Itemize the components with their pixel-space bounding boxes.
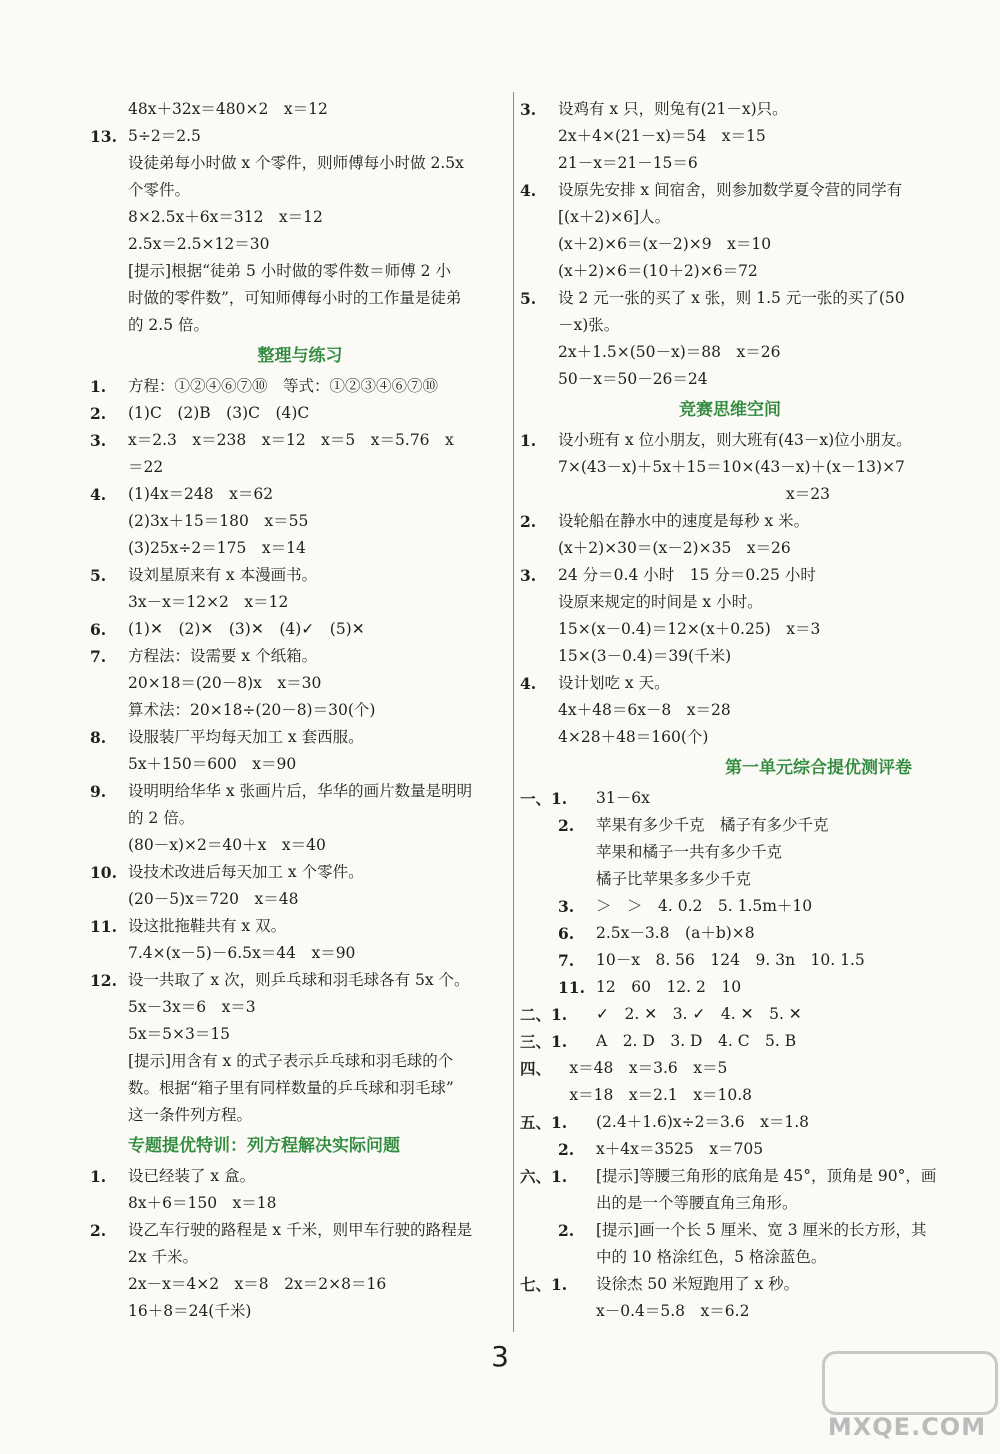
answer-text: 24 分＝0.4 小时 15 分＝0.25 小时	[558, 566, 816, 584]
item-number: 3.	[558, 897, 575, 916]
answer-text: [提示]用含有 x 的式子表示乒乓球和羽毛球的个	[128, 1052, 454, 1070]
answer-line	[90, 1298, 510, 1325]
section-title: 整理与练习	[257, 346, 343, 366]
answer-text: 5÷2＝2.5	[128, 127, 201, 145]
answer-text: ＝22	[128, 458, 164, 476]
answer-text: 出的是一个等腰直角三角形。	[596, 1194, 798, 1212]
item-number: 3.	[520, 100, 537, 119]
answer-text: 2x＋4×(21－x)＝54 x＝15	[558, 127, 766, 145]
answer-line	[520, 231, 940, 258]
answer-text: 4×28＋48＝160(个)	[558, 728, 709, 746]
answer-line	[520, 339, 940, 366]
answer-text: 5x－3x＝6 x＝3	[128, 998, 256, 1016]
answer-text: 2x＋1.5×(50－x)＝88 x＝26	[558, 343, 781, 361]
answer-line	[520, 1217, 940, 1244]
item-number: 二、1.	[520, 1005, 568, 1024]
answer-line	[90, 832, 510, 859]
answer-line	[90, 724, 510, 751]
answer-text: 这一条件列方程。	[128, 1106, 253, 1124]
answer-text: 5x＝5×3＝15	[128, 1025, 231, 1043]
answer-line	[90, 481, 510, 508]
item-number: 4.	[90, 485, 107, 504]
item-number: 五、1.	[520, 1113, 568, 1132]
answer-line	[520, 920, 940, 947]
answer-text: 20×18＝(20－8)x x＝30	[128, 674, 322, 692]
answer-line	[90, 805, 510, 832]
answer-text: (x＋2)×6＝(10＋2)×6＝72	[558, 262, 758, 280]
answer-line	[520, 508, 940, 535]
item-number: 11.	[90, 917, 117, 936]
answer-line	[520, 1244, 940, 1271]
answer-line	[520, 1163, 940, 1190]
answer-text: (80－x)×2＝40＋x x＝40	[128, 836, 326, 854]
answer-line	[90, 589, 510, 616]
answer-text: x＝18 x＝2.1 x＝10.8	[569, 1086, 753, 1104]
item-number: 2.	[558, 816, 575, 835]
answer-line	[90, 994, 510, 1021]
answer-line	[520, 670, 940, 697]
answer-line	[520, 812, 940, 839]
answer-line	[90, 285, 510, 312]
answer-line	[520, 123, 940, 150]
item-number: 一、1.	[520, 789, 568, 808]
answer-text: 50－x＝50－26＝24	[558, 370, 708, 388]
answer-text: －x)张。	[558, 316, 620, 334]
answer-line	[90, 1244, 510, 1271]
answer-text: 个零件。	[128, 181, 191, 199]
item-number: 13.	[90, 127, 117, 146]
answer-text: 21－x＝21－15＝6	[558, 154, 698, 172]
answer-line	[520, 643, 940, 670]
answer-line	[520, 893, 940, 920]
answer-text: 31－6x	[596, 789, 650, 807]
item-number: 10.	[90, 863, 117, 882]
answer-line	[520, 481, 940, 508]
answer-line	[520, 724, 940, 751]
answer-text: 7×(43－x)＋5x＋15＝10×(43－x)＋(x－13)×7	[558, 458, 905, 476]
answer-text: (1)4x＝248 x＝62	[128, 485, 274, 503]
answer-text: 8×2.5x＋6x＝312 x＝12	[128, 208, 323, 226]
answer-line	[520, 285, 940, 312]
item-number: 四、	[520, 1059, 552, 1078]
answer-line	[520, 535, 940, 562]
watermark-badge	[822, 1351, 998, 1415]
answer-line	[90, 562, 510, 589]
answer-text: 3x－x＝12×2 x＝12	[128, 593, 289, 611]
answer-text: 16＋8＝24(千米)	[128, 1302, 252, 1320]
answer-text: 设小班有 x 位小朋友，则大班有(43－x)位小朋友。	[558, 431, 912, 449]
answer-line	[520, 616, 940, 643]
answer-line	[520, 589, 940, 616]
answer-line	[520, 866, 940, 893]
answer-line	[520, 1028, 940, 1055]
answer-text: [提示]等腰三角形的底角是 45°，顶角是 90°，画	[596, 1167, 937, 1185]
answer-line	[520, 312, 940, 339]
answer-text: 7.4×(x－5)－6.5x＝44 x＝90	[128, 944, 356, 962]
answer-line	[90, 1163, 510, 1190]
answer-text: 的 2 倍。	[128, 809, 195, 827]
answer-text: 设轮船在静水中的速度是每秒 x 米。	[558, 512, 810, 530]
item-number: 3.	[520, 566, 537, 585]
answer-text: 4x＋48＝6x－8 x＝28	[558, 701, 731, 719]
answer-line	[90, 1217, 510, 1244]
answer-line	[90, 373, 510, 400]
answer-line	[520, 96, 940, 123]
answer-text: x＝2.3 x＝238 x＝12 x＝5 x＝5.76 x	[128, 431, 454, 449]
answer-text: 设计划吃 x 天。	[558, 674, 670, 692]
answer-line	[90, 670, 510, 697]
item-number: 2.	[520, 512, 537, 531]
answer-text: 苹果有多少千克 橘子有多少千克	[596, 816, 829, 834]
answer-text: A 2. D 3. D 4. C 5. B	[596, 1032, 797, 1050]
answer-text: (x＋2)×30＝(x－2)×35 x＝26	[558, 539, 791, 557]
answer-text: 设技术改进后每天加工 x 个零件。	[128, 863, 364, 881]
answer-text: ✓ 2. ✕ 3. ✓ 4. ✕ 5. ✕	[596, 1005, 802, 1023]
item-number: 7.	[90, 647, 107, 666]
answer-text: (2)3x＋15＝180 x＝55	[128, 512, 309, 530]
answer-text: 设一共取了 x 次，则乒乓球和羽毛球各有 5x 个。	[128, 971, 470, 989]
answer-text: 设徐杰 50 米短跑用了 x 秒。	[596, 1275, 800, 1293]
answer-line	[520, 1136, 940, 1163]
answer-line	[90, 778, 510, 805]
answer-line	[90, 616, 510, 643]
answer-line	[90, 231, 510, 258]
answer-line	[90, 859, 510, 886]
answer-line	[90, 1102, 510, 1129]
answer-text: 苹果和橘子一共有多少千克	[596, 843, 783, 861]
answer-text: 中的 10 格涂红色，5 格涂蓝色。	[596, 1248, 827, 1266]
answer-line	[90, 204, 510, 231]
answer-text: x＝23	[786, 485, 830, 503]
answer-line	[90, 643, 510, 670]
item-number: 3.	[90, 431, 107, 450]
answer-line	[90, 1048, 510, 1075]
item-number: 8.	[90, 728, 107, 747]
answer-text: 设乙车行驶的路程是 x 千米，则甲车行驶的路程是	[128, 1221, 473, 1239]
answer-line	[90, 1021, 510, 1048]
answer-text: 数。根据“箱子里有同样数量的乒乓球和羽毛球”	[128, 1079, 454, 1097]
answer-line	[90, 697, 510, 724]
left-column	[90, 96, 510, 1325]
item-number: 5.	[520, 289, 537, 308]
answer-text: 橘子比苹果多多少千克	[596, 870, 752, 888]
item-number: 9.	[90, 782, 107, 801]
answer-line	[520, 204, 940, 231]
answer-text: (3)25x÷2＝175 x＝14	[128, 539, 306, 557]
answer-text: 算术法：20×18÷(20－8)＝30(个)	[128, 701, 376, 719]
answer-line	[520, 1055, 940, 1082]
answer-line	[520, 1109, 940, 1136]
answer-line	[90, 312, 510, 339]
item-number: 6.	[558, 924, 575, 943]
answer-line	[90, 427, 510, 454]
answer-line	[90, 123, 510, 150]
item-number: 7.	[558, 951, 575, 970]
answer-text: 设刘星原来有 x 本漫画书。	[128, 566, 318, 584]
answer-text: (2.4＋1.6)x÷2＝3.6 x＝1.8	[596, 1113, 810, 1131]
answer-text: 48x＋32x＝480×2 x＝12	[128, 100, 328, 118]
answer-line	[520, 454, 940, 481]
answer-text: 设这批拖鞋共有 x 双。	[128, 917, 287, 935]
answer-line	[520, 427, 940, 454]
answer-line	[520, 1271, 940, 1298]
item-number: 2.	[558, 1140, 575, 1159]
item-number: 2.	[90, 1221, 107, 1240]
watermark-logo	[822, 1351, 992, 1446]
answer-line	[520, 839, 940, 866]
answer-text: 12 60 12. 2 10	[596, 978, 742, 996]
answer-line	[90, 1075, 510, 1102]
item-number: 4.	[520, 181, 537, 200]
answer-text: (1)C (2)B (3)C (4)C	[128, 404, 310, 422]
item-number: 七、1.	[520, 1275, 568, 1294]
answer-text: 设已经装了 x 盒。	[128, 1167, 256, 1185]
item-number: 六、1.	[520, 1167, 568, 1186]
answer-line	[90, 1190, 510, 1217]
answer-line	[90, 967, 510, 994]
answer-line	[90, 96, 510, 123]
answer-line	[90, 751, 510, 778]
answer-text: 设徒弟每小时做 x 个零件，则师傅每小时做 2.5x	[128, 154, 464, 172]
answer-line	[90, 508, 510, 535]
answer-text: ＞ ＞ 4. 0.2 5. 1.5m＋10	[596, 897, 813, 915]
answer-line	[90, 886, 510, 913]
answer-line	[520, 258, 940, 285]
answer-text: 设服装厂平均每天加工 x 套西服。	[128, 728, 364, 746]
answer-line	[90, 150, 510, 177]
answer-text: (x＋2)×6＝(x－2)×9 x＝10	[558, 235, 772, 253]
answer-line	[520, 974, 940, 1001]
answer-text: 5x＋150＝600 x＝90	[128, 755, 297, 773]
answer-text: x＝48 x＝3.6 x＝5	[569, 1059, 728, 1077]
page-number: 3	[491, 1340, 509, 1373]
item-number: 1.	[90, 377, 107, 396]
answer-text: 设原先安排 x 间宿舍，则参加数学夏令营的同学有	[558, 181, 903, 199]
answer-line	[520, 1298, 940, 1325]
section-title: 第一单元综合提优测评卷	[725, 758, 912, 778]
watermark-domain: MXQE.COM	[827, 1413, 987, 1441]
answer-text: 2.5x－3.8 (a＋b)×8	[596, 924, 755, 942]
answer-text: 15×(x－0.4)＝12×(x＋0.25) x＝3	[558, 620, 821, 638]
item-number: 2.	[558, 1221, 575, 1240]
item-number: 1.	[90, 1167, 107, 1186]
answer-text: 方程：①②④⑥⑦⑩ 等式：①②③④⑥⑦⑩	[128, 377, 439, 395]
section-title: 专题提优特训：列方程解决实际问题	[128, 1136, 400, 1156]
answer-text: 2.5x＝2.5×12＝30	[128, 235, 270, 253]
answer-text: x＋4x＝3525 x＝705	[596, 1140, 764, 1158]
answer-text: [提示]根据“徒弟 5 小时做的零件数＝师傅 2 小	[128, 262, 451, 280]
item-number: 5.	[90, 566, 107, 585]
answer-text: 10－x 8. 56 124 9. 3n 10. 1.5	[596, 951, 865, 969]
answer-line	[520, 177, 940, 204]
answer-text: 设明明给华华 x 张画片后，华华的画片数量是明明	[128, 782, 473, 800]
answer-text: 的 2.5 倍。	[128, 316, 210, 334]
answer-line	[520, 1001, 940, 1028]
answer-text: 方程法：设需要 x 个纸箱。	[128, 647, 318, 665]
item-number: 2.	[90, 404, 107, 423]
item-number: 12.	[90, 971, 117, 990]
answer-line	[90, 177, 510, 204]
answer-text: 8x＋6＝150 x＝18	[128, 1194, 277, 1212]
answer-line	[90, 940, 510, 967]
answer-line	[90, 535, 510, 562]
answer-line	[520, 697, 940, 724]
answer-text: 设鸡有 x 只，则兔有(21－x)只。	[558, 100, 788, 118]
answer-line	[90, 454, 510, 481]
answer-line	[90, 1271, 510, 1298]
answer-line	[520, 1190, 940, 1217]
answer-text: 2x 千米。	[128, 1248, 199, 1266]
answer-text: 时做的零件数”，可知师傅每小时的工作量是徒弟	[128, 289, 462, 307]
answer-line	[90, 400, 510, 427]
item-number: 11.	[558, 978, 585, 997]
right-column	[520, 96, 940, 1325]
answer-line	[520, 1082, 940, 1109]
answer-text: (1)✕ (2)✕ (3)✕ (4)✓ (5)✕	[128, 620, 365, 638]
answer-text: [提示]画一个长 5 厘米、宽 3 厘米的长方形，其	[596, 1221, 927, 1239]
answer-line	[520, 562, 940, 589]
item-number: 6.	[90, 620, 107, 639]
answer-line	[520, 150, 940, 177]
item-number: 三、1.	[520, 1032, 568, 1051]
answer-text: 设原来规定的时间是 x 小时。	[558, 593, 763, 611]
answer-text: [(x＋2)×6]人。	[558, 208, 671, 226]
answer-line	[90, 913, 510, 940]
item-number: 4.	[520, 674, 537, 693]
answer-line	[520, 785, 940, 812]
answer-line	[520, 366, 940, 393]
answer-text: (20－5)x＝720 x＝48	[128, 890, 299, 908]
answer-line	[520, 947, 940, 974]
answer-text: x－0.4＝5.8 x＝6.2	[596, 1302, 750, 1320]
answer-text: 2x－x＝4×2 x＝8 2x＝2×8＝16	[128, 1275, 387, 1293]
answer-line	[90, 258, 510, 285]
answer-text: 设 2 元一张的买了 x 张，则 1.5 元一张的买了(50	[558, 289, 905, 307]
column-divider	[513, 92, 514, 1332]
section-title: 竞赛思维空间	[679, 400, 781, 420]
item-number: 1.	[520, 431, 537, 450]
answer-text: 15×(3－0.4)＝39(千米)	[558, 647, 732, 665]
